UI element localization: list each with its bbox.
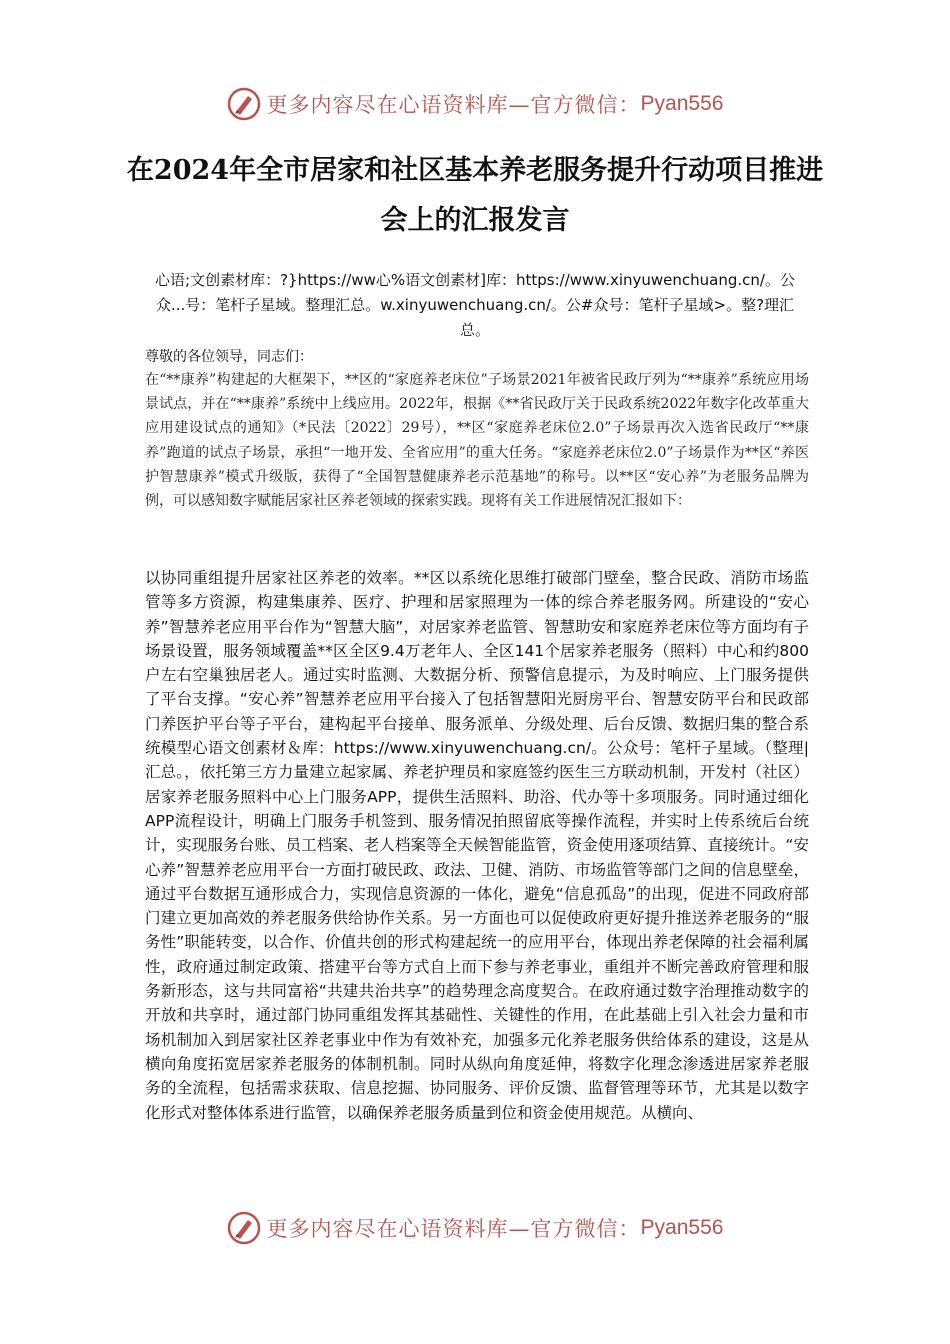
document-title: 在2024年全市居家和社区基本养老服务提升行动项目推进会上的汇报发言 [126,155,824,236]
source-note: 心语;文创素材库：?}https://ww心%语文创素材]库：https://www.xinyuwenchuang.cn/。公众...号：笔杆子星域。整理汇总。w.xinyuwenchuang.cn/。公#众号：笔杆子星域>。整?理汇总。 [155,271,795,339]
body-paragraph: 以协同重组提升居家社区养老的效率。**区以系统化思维打破部门壁垒，整合民政、消防市场监管等多方资源，构建集康养、医疗、护理和居家照理为一体的综合养老服务网。所建设的“安心养”智慧养老应用平台作为“智慧大脑”，对居家养老监管、智慧助安和家庭养老床位等方面均有子场景设置，服务领域覆盖**区全区9.4万老年人、全区141个居家养老服务（照料）中心和约800户左右空巢独居老人。通过实时监测、大数据分析、预警信息提示，为及时响应、上门服务提供了平台支撑。“安心养”智慧养老应用平台接入了包括智慧阳光厨房平台、智慧安防平台和民政部门养医护平台等子平台，建构起平台接单、服务派单、分级处理、后台反馈、数据归集的整合系统模型心语文创素材＆库：https://www.xinyuwenchuang.cn/。公众号：笔杆子星域。（整理|汇总。，依托第三方力量建立起家属、养老护理员和家庭签约医生三方联动机制，开发村（社区）居家养老服务照料中心上门服务APP，提供生活照料、助浴、代办等十多项服务。同时通过细化APP流程设计，明确上门服务手机签到、服务情况拍照留底等操作流程，并实时上传系统后台统计，实现服务台账、员工档案、老人档案等全天候智能监管，资金使用逐项结算、直接统计。“安心养”智慧养老应用平台一方面打破民政、政法、卫健、消防、市场监管等部门之间的信息壁垒，通过平台数据互通形成合力，实现信息资源的一体化，避免“信息孤岛”的出现，促进不同政府部门建立更加高效的养老服务供给协作关系。另一方面也可以促使政府更好提升推送养老服务的“服务性”职能转变，以合作、价值共创的形式构建起统一的应用平台，体现出养老保障的社会福利属性，政府通过制定政策、搭建平台等方式自上而下参与养老事业，重组并不断完善政府管理和服务新形态，这与共同富裕“共建共治共享”的趋势理念高度契合。在政府通过数字治理推动数字的开放和共享时，通过部门协同重组发挥其基础性、关键性的作用，在此基础上引入社会力量和市场机制加入到居家社区养老事业中作为有效补充，加强多元化养老服务供给体系的建设，这是从横向角度拓宽居家养老服务的体制机制。同时从纵向角度延伸，将数字化理念渗透进居家养老服务的全流程，包括需求获取、信息挖掘、协同服务、评价反馈、监督管理等环节，尤其是以数字化形式对整体体系进行监管，以确保养老服务质量到位和资金使用规范。从横向、 [145,569,809,1122]
banner-wechat-id: Pyan556 [640,92,724,115]
footer-banner [0,1208,950,1248]
intro-paragraph: 在“**康养”构建起的大框架下，**区的“家庭养老床位”子场景2021年被省民政厅列为“**康养”系统应用场景试点，并在“**康养”系统中上线应用。2022年，根据《**省民政厅关于民政系统2022年数字化改革重大应用建设试点的通知》（*民法〔2022〕29号），**区“家庭养老床位2.0”子场景再次入选省民政厅“**康养”跑道的试点子场景，承担“一地开发、全省应用”的重大任务。“家庭养老床位2.0”子场景作为**区“养医护智慧康养”模式升级版，获得了“全国智慧健康养老示范基地”的称号。以**区“安心养”为老服务品牌为例，可以感知数字赋能居家社区养老领域的探索实践。现将有关工作进展情况汇报如下： [145,372,809,510]
pen-logo-icon [227,1211,261,1245]
header-banner [0,84,950,124]
banner-text: 更多内容尽在心语资料库—官方微信： [266,1217,641,1241]
banner-text: 更多内容尽在心语资料库—官方微信： [266,93,641,117]
banner-wechat-id: Pyan556 [640,1216,724,1239]
pen-logo-icon [227,87,261,121]
salutation: 尊敬的各位领导，同志们： [145,349,313,365]
